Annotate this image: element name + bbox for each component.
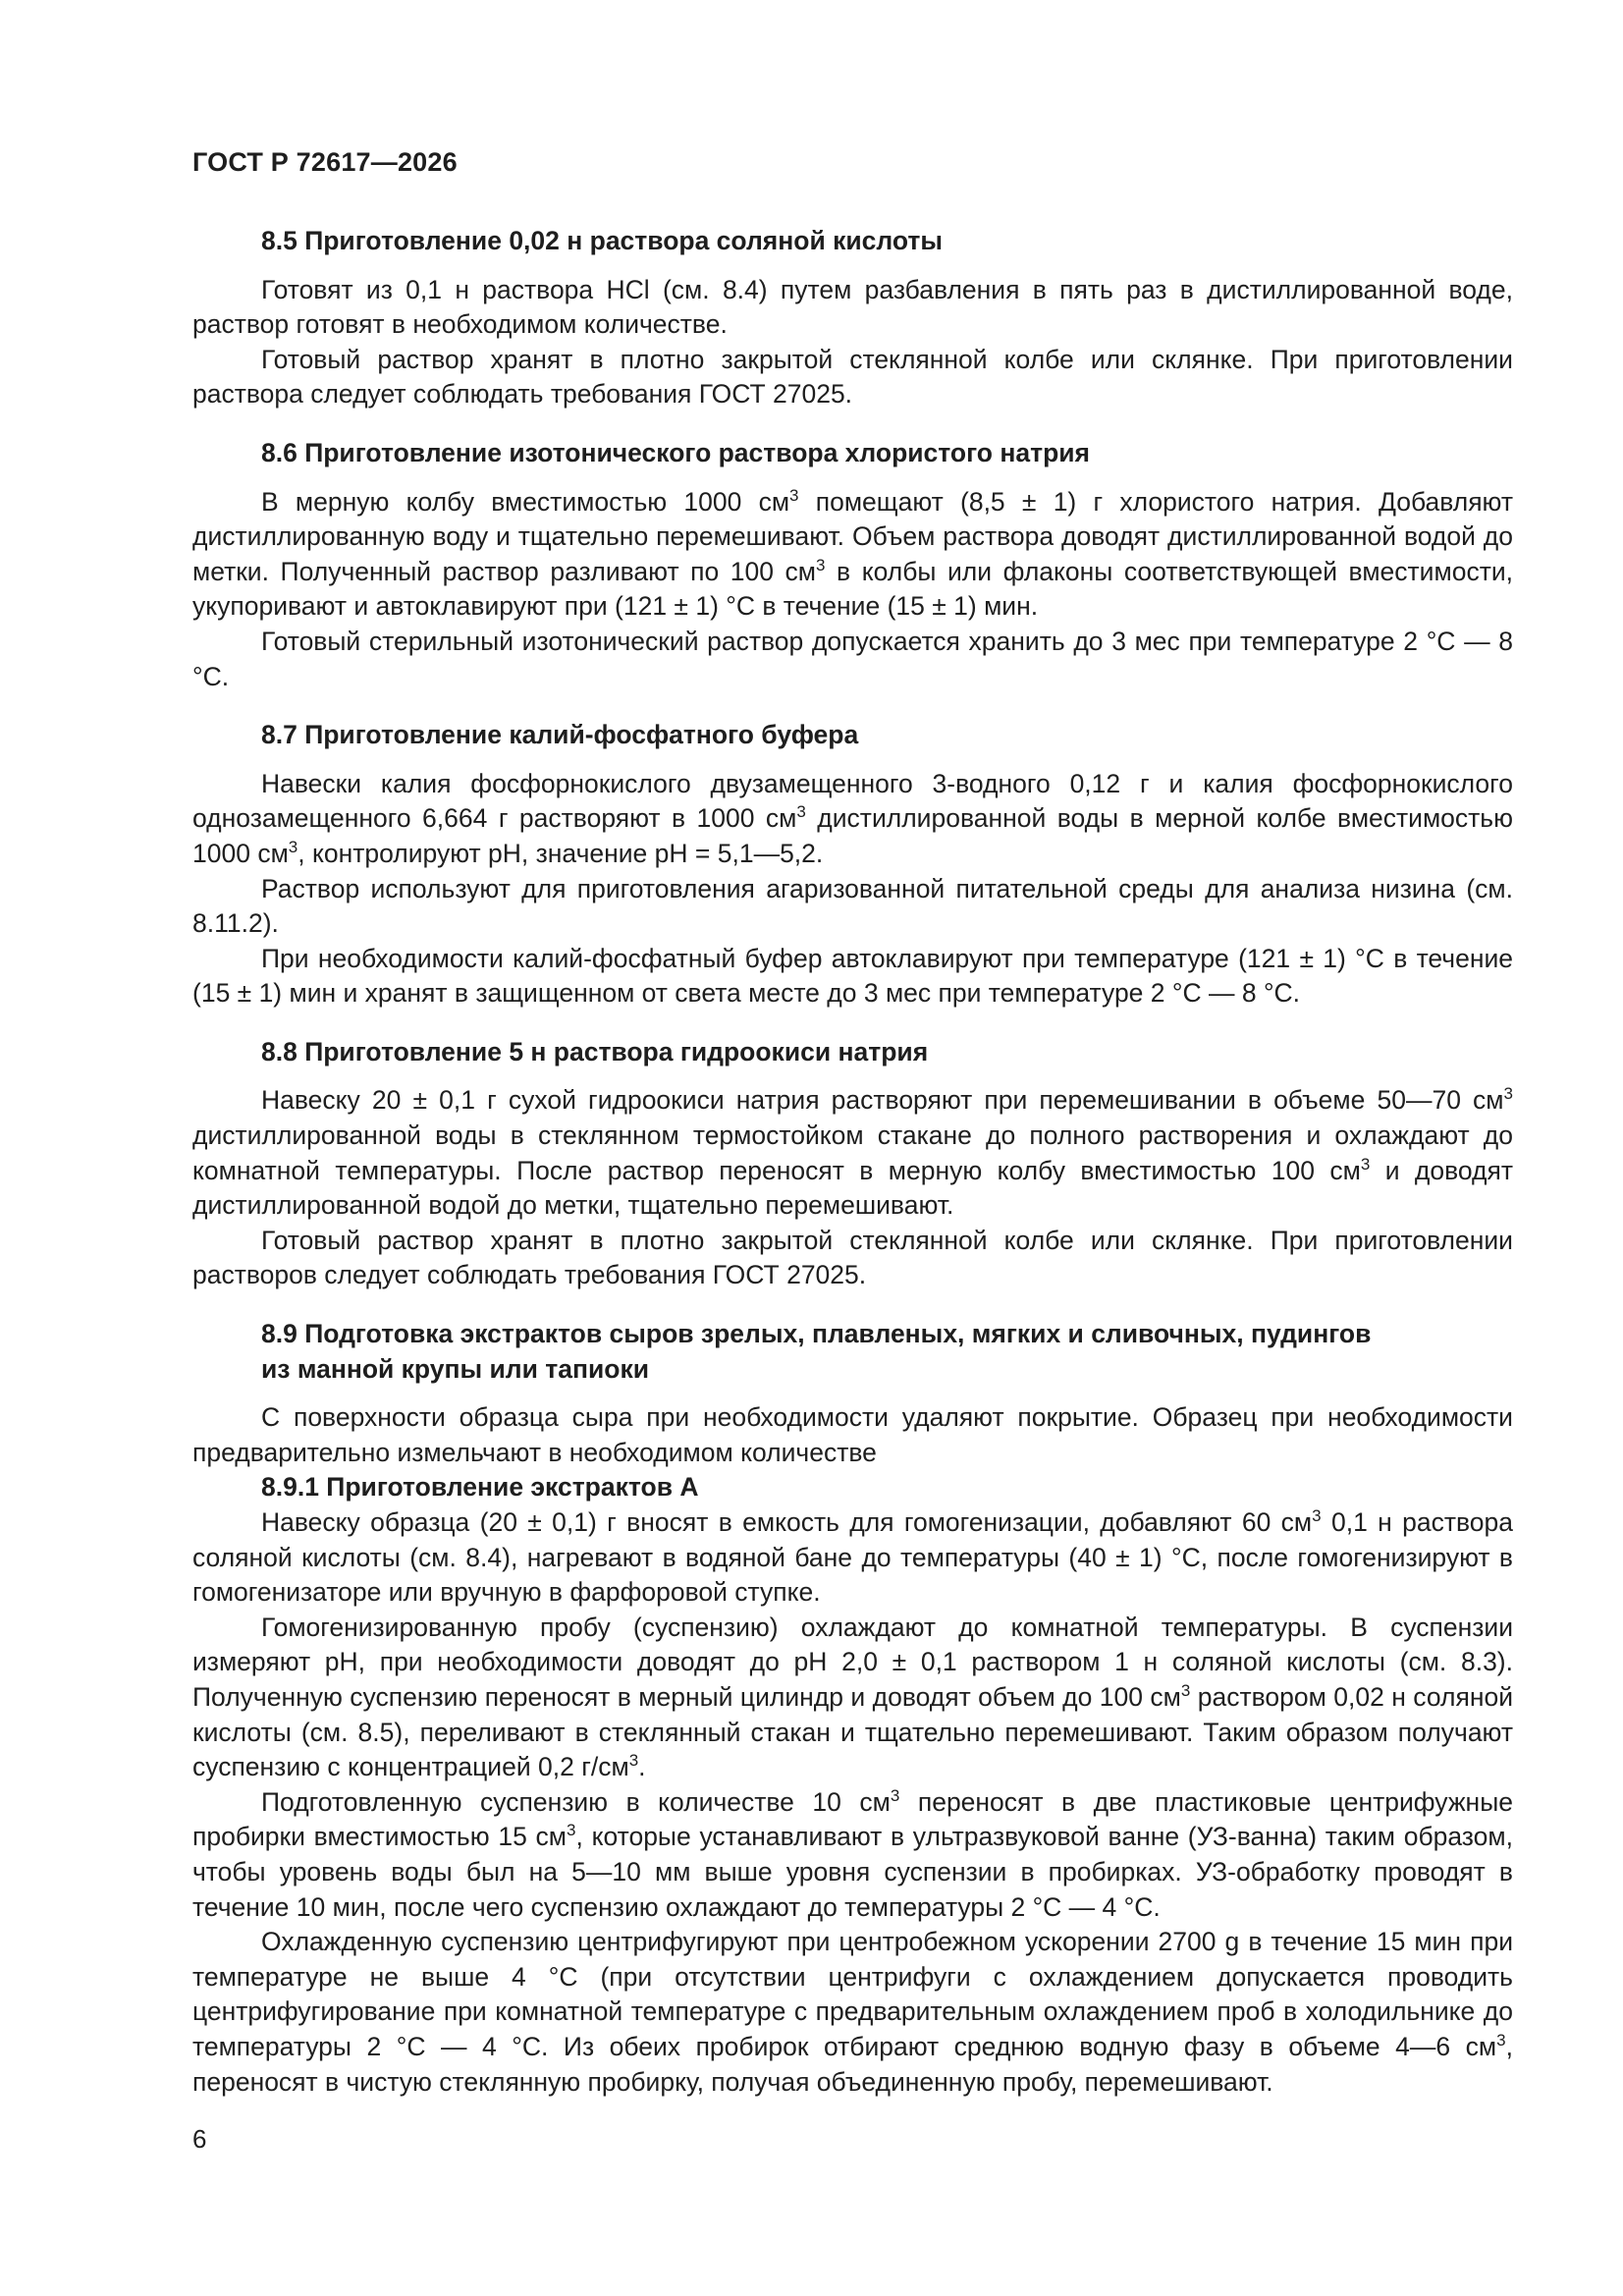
paragraph: Охлажденную суспензию центрифугируют при центробежном ускорении 2700 g в течение 15 мин при температуре не выше 4 °С (при отсутствии центрифуги с охлаждением допускается проводить центрифугирование при комнатной температуре с предварительным охлаждением проб в холодильнике до температуры 2 °С — 4 °С. Из обеих пробирок отбирают среднюю водную фазу в объеме 4—6 $см^3$, переносят в чистую стеклянную пробирку, получая объединенную пробу, перемешивают. (192, 1927, 1513, 2097)
paragraph: Гомогенизированную пробу (суспензию) охлаждают до комнатной температуры. В суспензии измеряют pH, при необходимости доводят до pH 2,0 ± 0,1 раствором 1 н соляной кислоты (см. 8.3). Полученную суспензию переносят в мерный цилиндр и доводят объем до 100 $см^3$ раствором 0,02 н соляной кислоты (см. 8.5), переливают в стеклянный стакан и тщательно перемешивают. Таким образом получают суспензию с концентрацией 0,2 $г/см^3$. (192, 1612, 1513, 1782)
section-heading-8-7: 8.7 Приготовление калий-фосфатного буфера (261, 720, 859, 750)
page-number: 6 (192, 2124, 207, 2154)
paragraph: Навеску 20 ± 0,1 г сухой гидроокиси натрия растворяют при перемешивании в объеме 50—70 $см^3$ дистиллированной воды в стеклянном термостойком стакане до полного растворения и охлаждают до комнатной температуры. После раствор переносят в мерную колбу вместимостью 100 $см^3$ и доводят дистиллированной водой до метки, тщательно перемешивают. (192, 1084, 1513, 1221)
paragraph: Готовый раствор хранят в плотно закрытой стеклянной колбе или склянке. При приготовлении раствора следует соблюдать требования ГОСТ 27025. (192, 344, 1513, 410)
paragraph: Раствор используют для приготовления агаризованной питательной среды для анализа низина (см. 8.11.2). (192, 873, 1513, 939)
paragraph: Готовят из 0,1 н раствора HCl (см. 8.4) путем разбавления в пять раз в дистиллированной воде, раствор готовят в необходимом количестве. (192, 274, 1513, 340)
section-heading-8-5: 8.5 Приготовление 0,02 н раствора соляной кислоты (261, 226, 944, 255)
paragraph: Навеску образца (20 ± 0,1) г вносят в емкость для гомогенизации, добавляют 60 $см^3$ 0,1 н раствора соляной кислоты (см. 8.4), нагревают в водяной бане до температуры (40 ± 1) °С, после гомогенизируют в гомогенизаторе или вручную в фарфоровой ступке. (192, 1506, 1513, 1608)
paragraph: В мерную колбу вместимостью 1000 $см^3$ помещают (8,5 ± 1) г хлористого натрия. Добавляют дистиллированную воду и тщательно перемешивают. Объем раствора доводят дистиллированной водой до метки. Полученный раствор разливают по 100 $см^3$ в колбы или флаконы соответствующей вместимости, укупоривают и автоклавируют при (121 ± 1) °С в течение (15 ± 1) мин. (192, 485, 1513, 622)
paragraph: Навески калия фосфорнокислого двузамещенного 3-водного 0,12 г и калия фосфорнокислого однозамещенного 6,664 г растворяют в 1000 $см^3$ дистиллированной воды в мерной колбе вместимостью 1000 $см^3$, контролируют pH, значение pH = 5,1—5,2. (192, 768, 1513, 868)
paragraph: Подготовленную суспензию в количестве 10 $см^3$ переносят в две пластиковые центрифужные пробирки вместимостью 15 $см^3$, которые устанавливают в ультразвуковой ванне (УЗ-ванна) таким образом, чтобы уровень воды был на 5—10 мм выше уровня суспензии в пробирках. УЗ-обработку проводят в течение 10 мин, после чего суспензию охлаждают до температуры 2 °С — 4 °С. (192, 1785, 1513, 1922)
paragraph: При необходимости калий-фосфатный буфер автоклавируют при температуре (121 ± 1) °С в течение (15 ± 1) мин и хранят в защищенном от света месте до 3 мес при температуре 2 °С — 8 °С. (192, 943, 1513, 1009)
paragraph: Готовый стерильный изотонический раствор допускается хранить до 3 мес при температуре 2 °С — 8 °С. (192, 626, 1513, 691)
paragraph: Готовый раствор хранят в плотно закрытой стеклянной колбе или склянке. При приготовлении растворов следует соблюдать требования ГОСТ 27025. (192, 1225, 1513, 1290)
subsection-heading-8-9-1: 8.9.1 Приготовление экстрактов А (261, 1472, 699, 1503)
section-heading-8-6: 8.6 Приготовление изотонического раствора хлористого натрия (261, 437, 1091, 467)
section-heading-8-8: 8.8 Приготовление 5 н раствора гидроокиси натрия (261, 1036, 929, 1066)
document-header: ГОСТ Р 72617—2026 (192, 147, 458, 177)
document-body (192, 224, 1513, 2100)
section-heading-8-9: 8.9 Подготовка экстрактов сыров зрелых, плавленых, мягких и сливочных, пудингов (261, 1319, 1372, 1349)
section-heading-8-9-cont: из манной крупы или тапиоки (261, 1353, 650, 1384)
paragraph: С поверхности образца сыра при необходимости удаляют покрытие. Образец при необходимости предварительно измельчают в необходимом количестве (192, 1402, 1513, 1467)
